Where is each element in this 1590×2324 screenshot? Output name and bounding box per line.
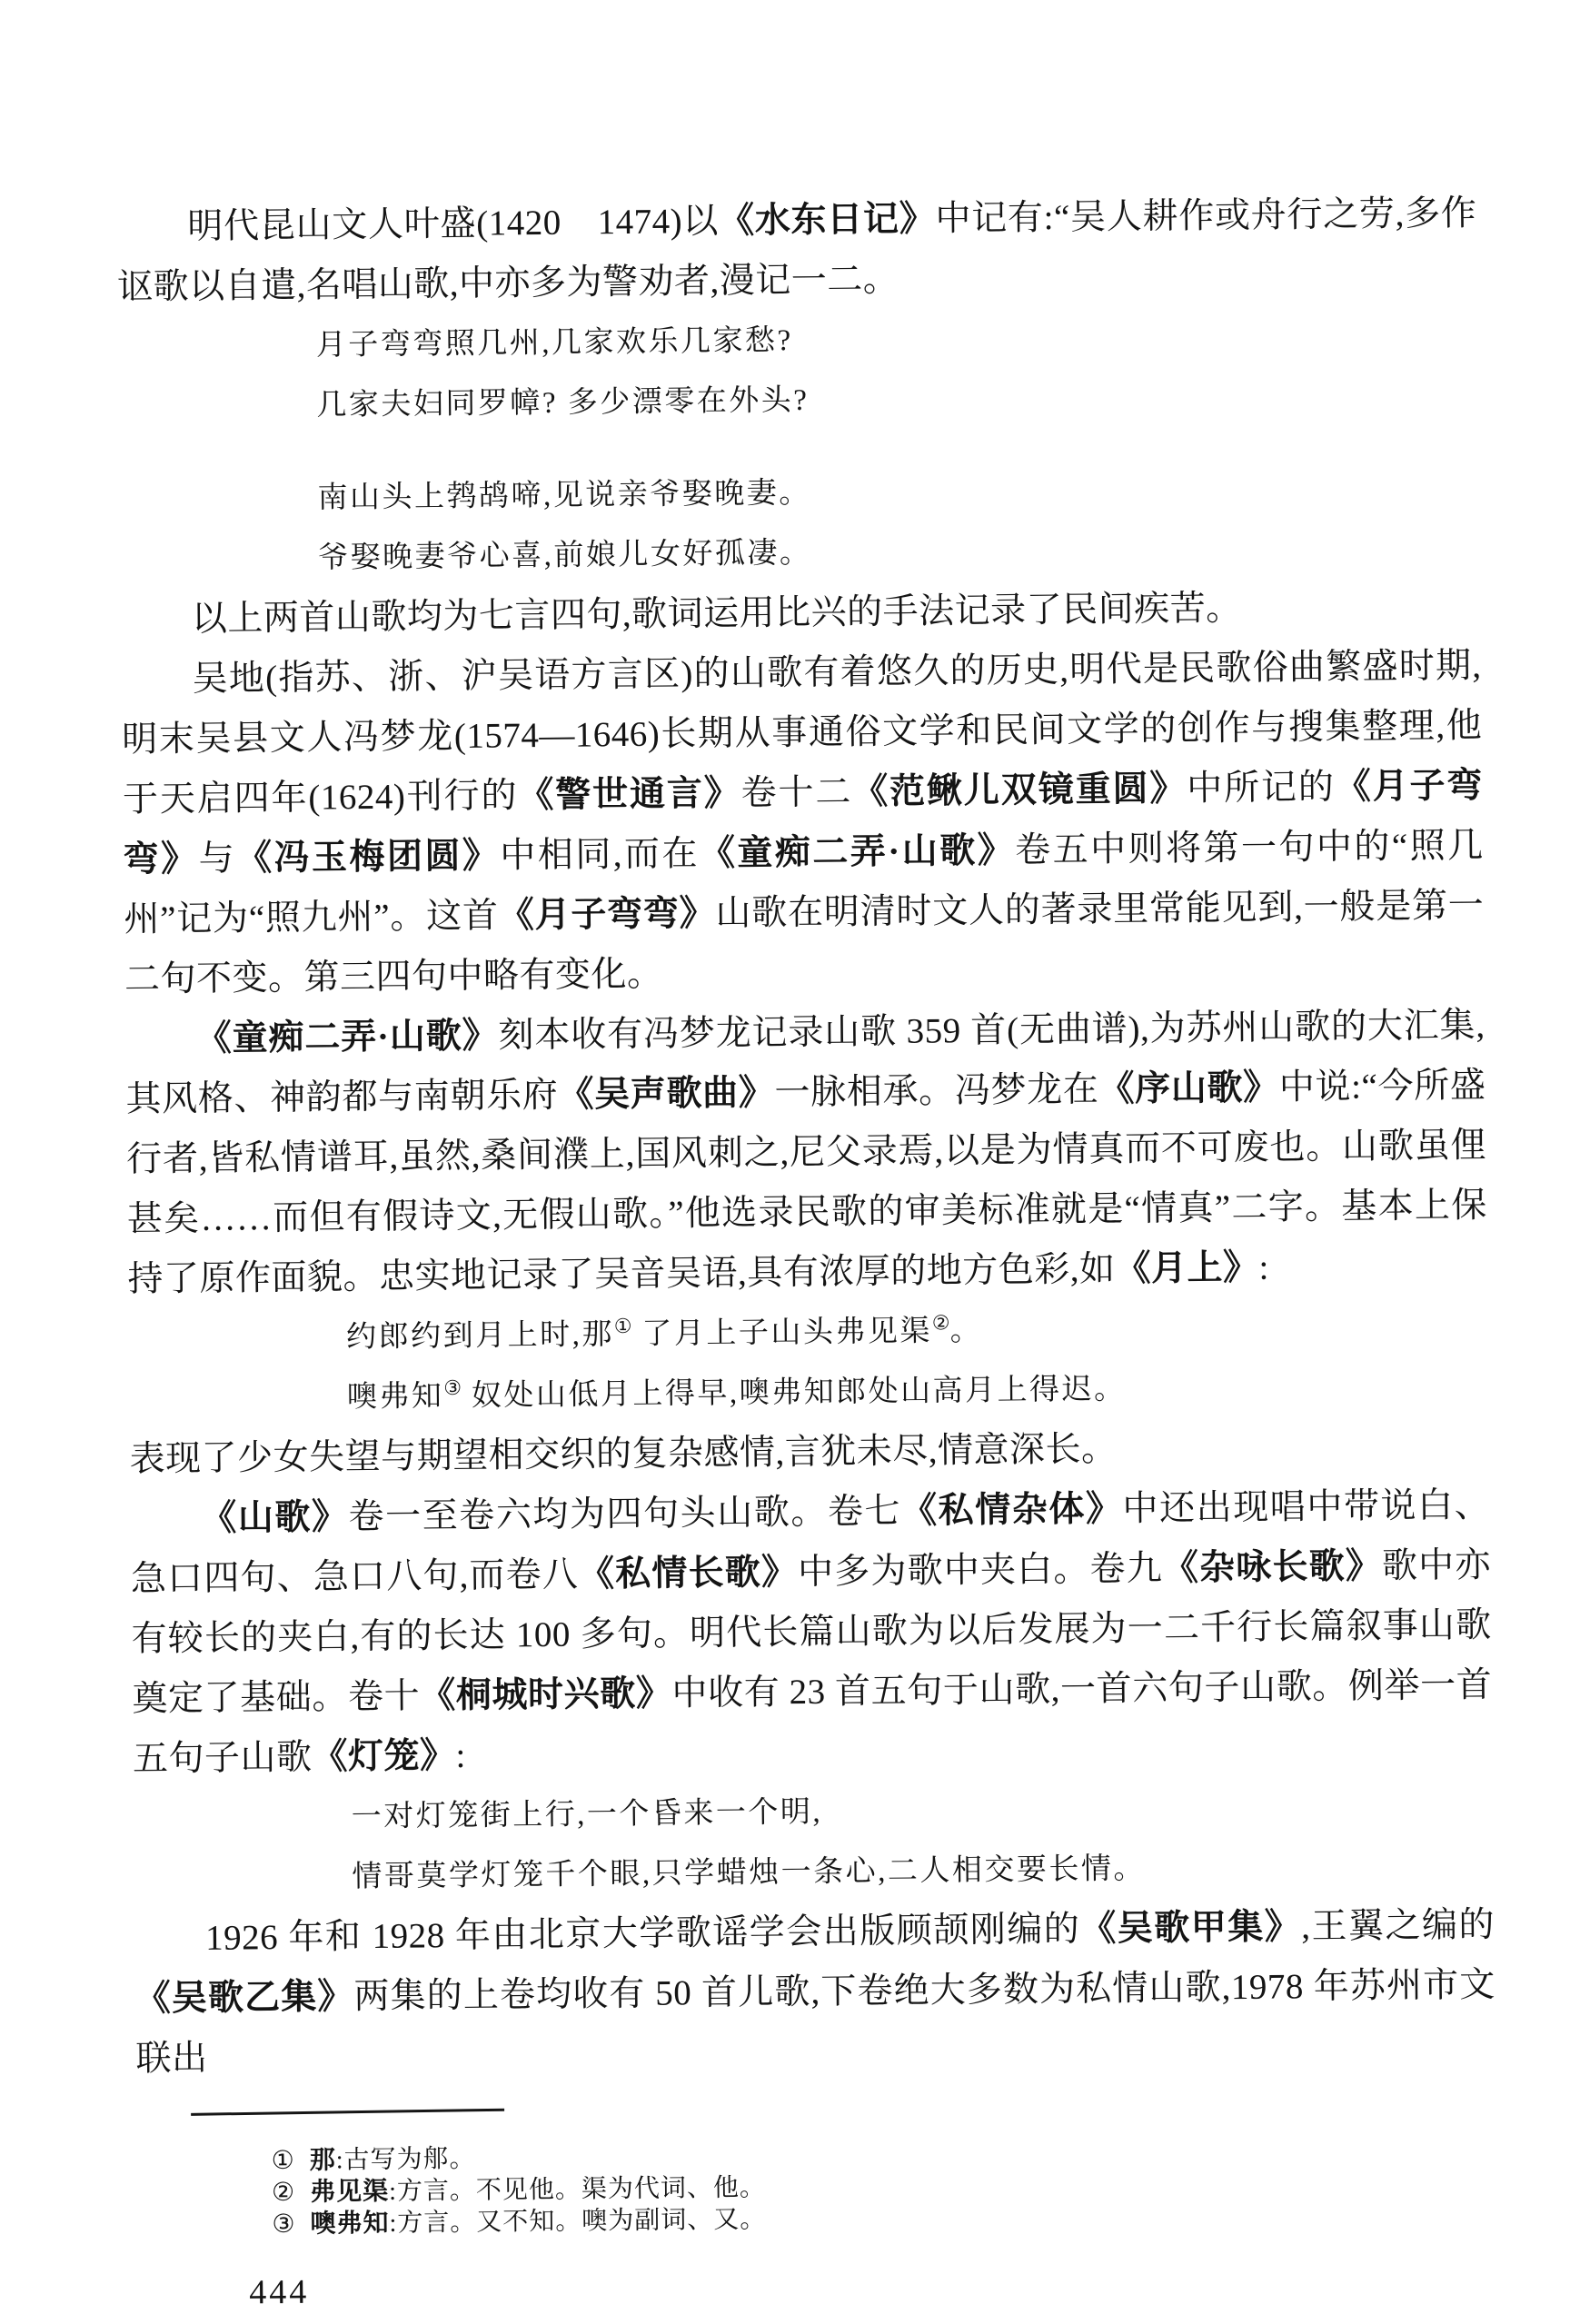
poem-nanshan [119,456,1480,591]
footnote-term: 噢弗知 [310,2209,390,2239]
footnote-ref-3: ③ [443,1376,462,1400]
poem-line: 几家夫妇同罗幛? 多少漂零在外头? [316,383,810,422]
poem-text: 噢弗知 [346,1380,444,1415]
paragraph-tongchi-erlong: 《童痴二弄·山歌》刻本收有冯梦龙记录山歌 359 首(无曲谱),为苏州山歌的大汇集,其风格、神韵都与南朝乐府《吴声歌曲》一脉相承。冯梦龙在《序山歌》中说:“今所盛行者,皆私情谱耳,虽然,桑间濮上,国风刺之,尼父录焉,以是为情真而不可废也。山歌虽俚甚矣……而但有假诗文,无假山歌。”他选录民歌的审美标准就是“情真”二字。基本上保持了原作面貌。忠实地记录了吴音吴语,具有浓厚的地方色彩,如《月上》: [125,1006,1487,1299]
footnote-term: 弗见渠 [309,2177,390,2207]
poem-yueshang [128,1296,1489,1430]
poem-text: 约郎约到月上时,那 [346,1318,615,1355]
poem-text: 了月上子山头弗见渠 [631,1315,933,1351]
poem-line: 南山头上鹁鸪啼,见说亲爷娶晚妻。 [317,476,811,515]
poem-line: 月子弯弯照几州,几家欢乐几家愁? [315,324,793,363]
paragraph-girl-feelings: 表现了少女失望与期望相交织的复杂感情,言犹未尽,情意深长。 [129,1429,1118,1479]
poem-line: 爷娶晚妻爷心喜,前娘儿女好孤凄。 [318,536,812,575]
poem-text: 奴处山低月上得早,噢弗知郎处山高月上得迟。 [461,1373,1127,1413]
poem-denglong [133,1775,1494,1910]
poem-line: 一对灯笼街上行,一个昏来一个明, [351,1795,823,1834]
footnote-text: :方言。又不知。噢为副词、又。 [389,2205,767,2238]
paragraph-wuge-collections: 1926 年和 1928 年由北京大学歌谣学会出版顾颉刚编的《吴歌甲集》,王翼之编的《吴歌乙集》两集的上卷均收有 50 首儿歌,下卷绝大多数为私情山歌,1978 年苏州市文联出 [134,1905,1496,2079]
footnote-marker: ③ [272,2210,296,2240]
footnote-ref-2: ② [931,1311,950,1335]
page-number: 444 [248,2272,310,2312]
poem-text: 。 [949,1314,983,1348]
footnote-separator [191,2109,504,2116]
page-content [116,184,1498,2324]
footnote-marker: ① [271,2146,295,2176]
paragraph-summary-two-songs: 以上两首山歌均为七言四句,歌词运用比兴的手法记录了民间疾苦。 [191,588,1242,639]
paragraph-shange-volumes: 《山歌》卷一至卷六均为四句头山歌。卷七《私情杂体》中还出现唱中带说白、急口四句、急口八句,而卷八《私情长歌》中多为歌中夹白。卷九《杂咏长歌》歌中亦有较长的夹白,有的长达 100 多句。明代长篇山歌为以后发展为一二千行长篇叙事山歌奠定了基础。卷十《桐城时兴歌》中收有 23 首五句于山歌,一首六句子山歌。例举一首五句子山歌《灯笼》: [130,1485,1493,1779]
footnote-text: :方言。不见他。渠为代词、他。 [389,2173,767,2206]
footnote-ref-1: ① [613,1314,632,1338]
footnotes [137,2132,1498,2242]
paragraph-ye-sheng: 明代昆山文人叶盛(1420 1474)以《水东日记》中记有:“吴人耕作或舟行之劳,多作讴歌以自遣,名唱山歌,中亦多为警劝者,漫记一二。 [116,194,1477,307]
poem-line: 情哥莫学灯笼千个眼,只学蜡烛一条心,二人相交要长情。 [352,1852,1147,1894]
footnote-text: :古写为郍。 [335,2144,476,2175]
paragraph-wu-region-history: 吴地(指苏、浙、沪吴语方言区)的山歌有着悠久的历史,明代是民歌俗曲繁盛时期,明末吴县文人冯梦龙(1574—1646)长期从事通俗文学和民间文学的创作与搜集整理,他于天启四年(1624)刊行的《警世通言》卷十二《范鳅儿双镜重圆》中所记的《月子弯弯》与《冯玉梅团圆》中相同,而在《童痴二弄·山歌》卷五中则将第一句中的“照几州”记为“照九州”。这首《月子弯弯》山歌在明清时文人的著录里常能见到,一般是第一二句不变。第三四句中略有变化。 [122,646,1485,999]
footnote-marker: ② [271,2178,296,2208]
poem-yuezi-wanwan [117,303,1478,438]
footnote-term: 那 [309,2146,336,2175]
